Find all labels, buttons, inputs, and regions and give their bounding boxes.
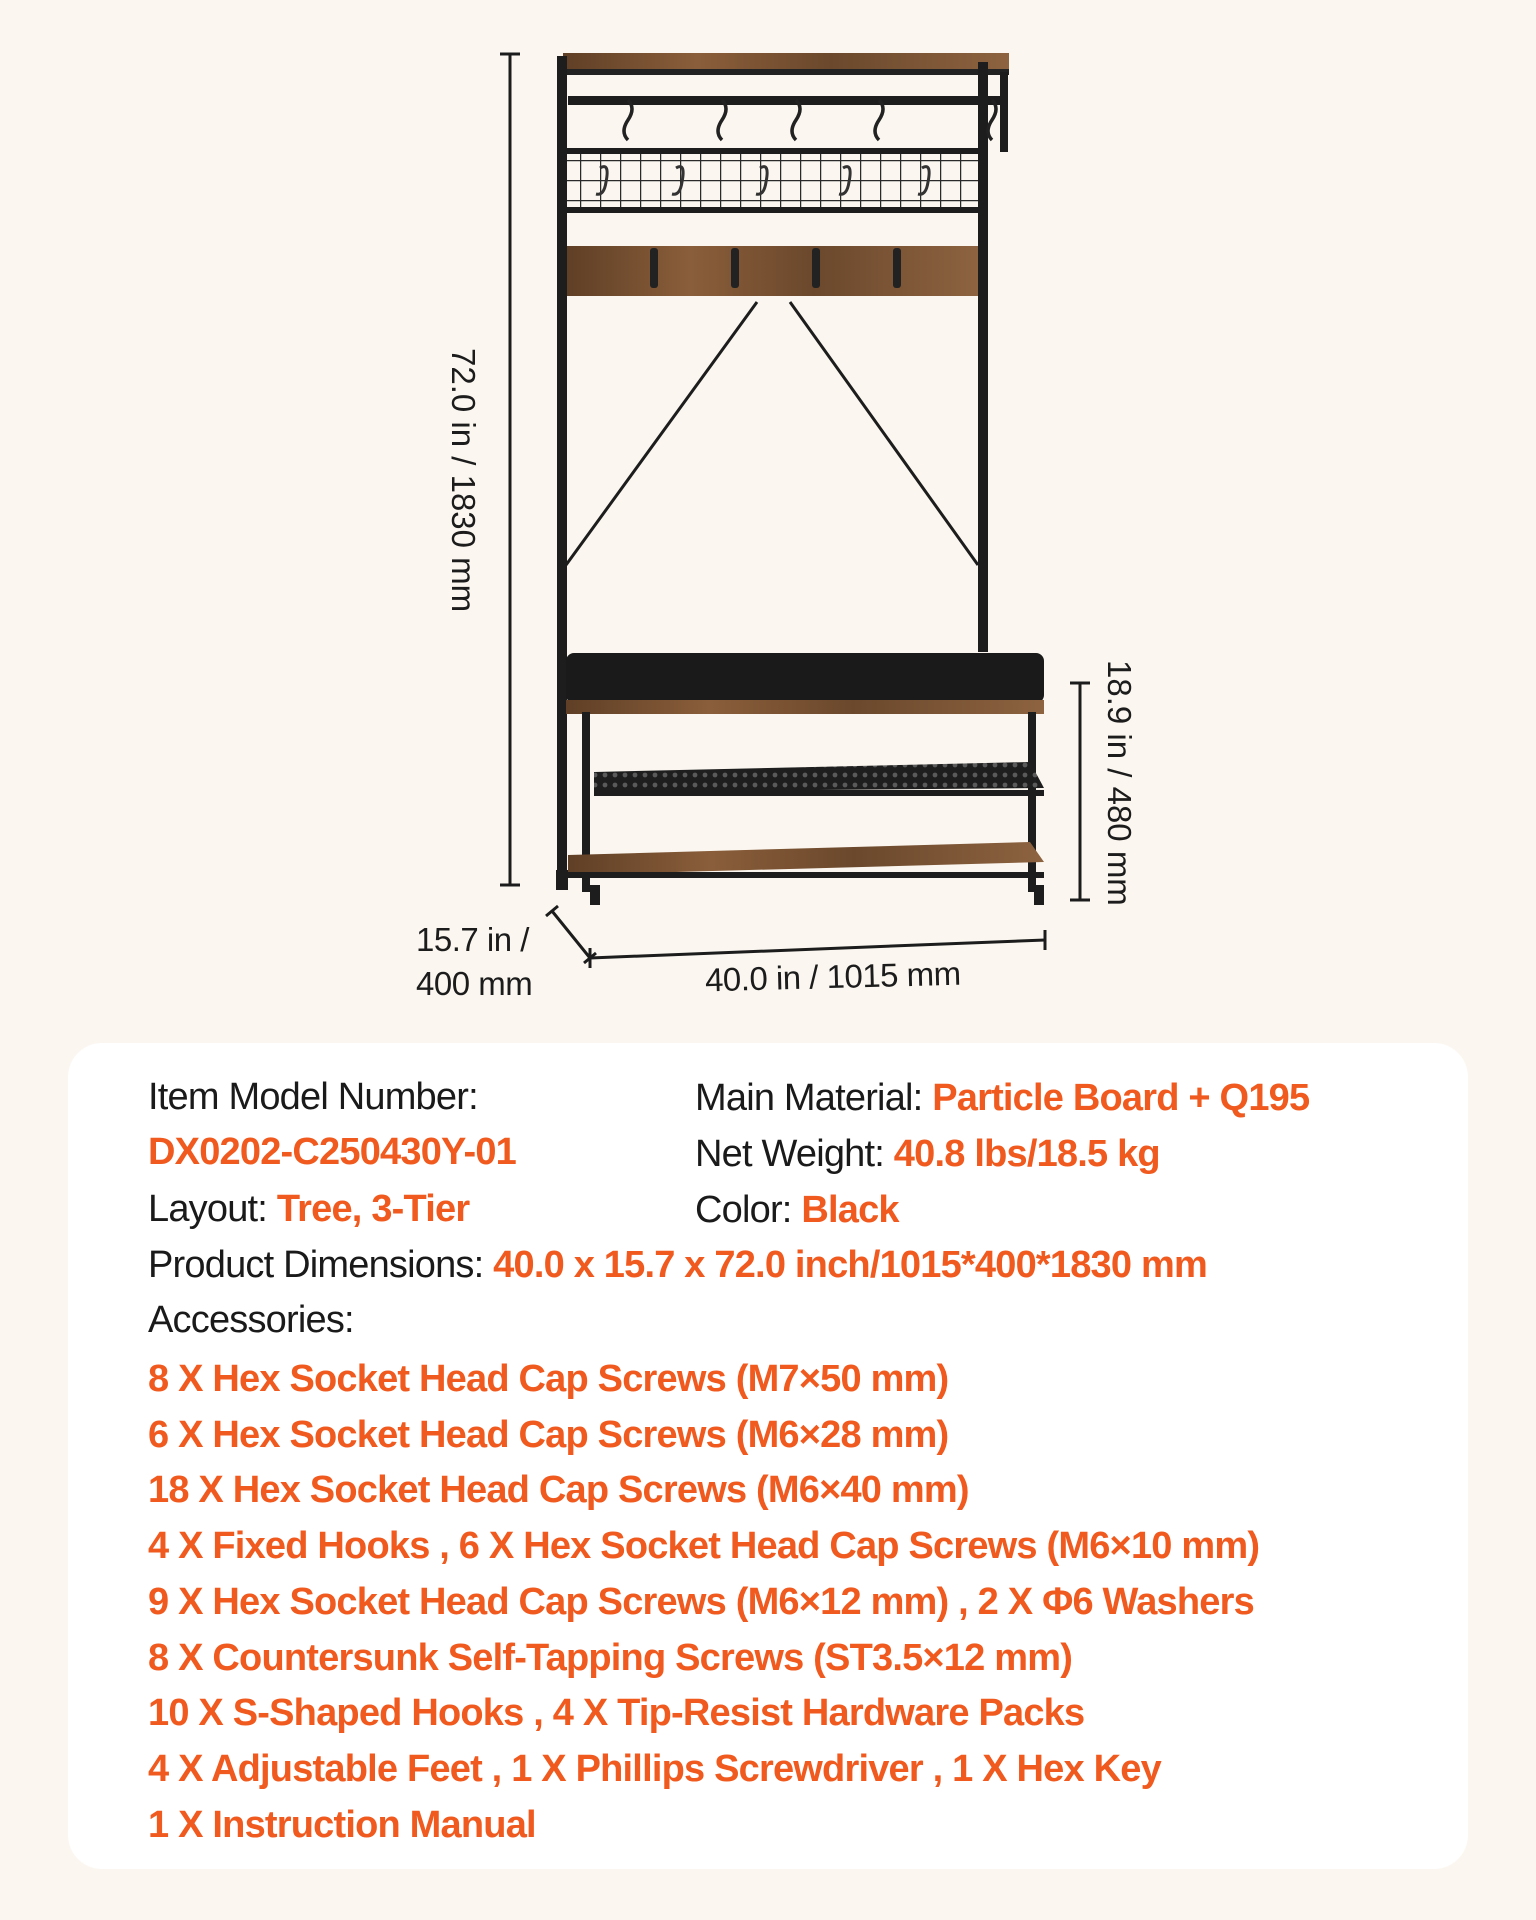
grid-panel [565, 148, 980, 213]
color-label: Color: [695, 1189, 792, 1231]
accessory-item: 4 X Adjustable Feet , 1 X Phillips Screwdriver , 1 X Hex Key [148, 1747, 1161, 1790]
bench-height-dimension-line [1070, 683, 1090, 900]
accessory-item: 4 X Fixed Hooks , 6 X Hex Socket Head Cap Screws (M6×10 mm) [148, 1525, 1260, 1568]
depth-dimension-label [416, 918, 556, 1006]
model-number-label: Item Model Number: [148, 1076, 478, 1118]
layout-value: Tree, 3-Tier [276, 1188, 470, 1230]
bench-height-dimension-label-wrap [1098, 660, 1138, 920]
top-shelf [563, 53, 1009, 75]
accessories-list [148, 1352, 1259, 1853]
s-hooks [624, 100, 996, 140]
bench-cushion [566, 653, 1044, 714]
model-number-value: DX0202-C250430Y-01 [148, 1131, 516, 1173]
color-value: Black [801, 1189, 899, 1231]
material-label: Main Material: [695, 1077, 923, 1119]
hanging-rod [568, 96, 1000, 105]
layout-row [148, 1187, 469, 1231]
accessory-item: 1 X Instruction Manual [148, 1803, 536, 1846]
bench-height-dimension-label: 18.9 in / 480 mm [1101, 660, 1138, 906]
accessory-item: 18 X Hex Socket Head Cap Screws (M6×40 mm) [148, 1469, 969, 1512]
cross-braces [566, 302, 978, 565]
width-dimension-label: 40.0 in / 1015 mm [704, 954, 962, 999]
accessory-item: 10 X S-Shaped Hooks , 4 X Tip-Resist Hardware Packs [148, 1692, 1085, 1735]
hook-board [567, 246, 978, 296]
dimensions-row [148, 1243, 1207, 1287]
accessory-item: 8 X Countersunk Self-Tapping Screws (ST3.5×12 mm) [148, 1636, 1073, 1679]
accessory-item: 9 X Hex Socket Head Cap Screws (M6×12 mm) , 2 X Φ6 Washers [148, 1580, 1254, 1623]
layout-label: Layout: [148, 1188, 268, 1230]
accessory-item: 8 X Hex Socket Head Cap Screws (M7×50 mm) [148, 1358, 949, 1400]
depth-line-2: 400 mm [416, 965, 533, 1002]
material-row [695, 1076, 1309, 1120]
material-value: Particle Board + Q195 [932, 1077, 1310, 1119]
dimensions-value: 40.0 x 15.7 x 72.0 inch/1015*400*1830 mm [493, 1244, 1207, 1286]
height-dimension-label: 72.0 in / 1830 mm [445, 348, 482, 613]
depth-line-1: 15.7 in / [416, 921, 529, 958]
dimensions-label: Product Dimensions: [148, 1244, 484, 1286]
color-row [695, 1188, 899, 1232]
height-dimension-label-wrap [442, 348, 482, 638]
height-dimension-line [500, 54, 520, 885]
accessories-label: Accessories: [148, 1299, 354, 1341]
mesh-shelf [594, 762, 1044, 796]
bottom-shelf [568, 842, 1044, 878]
weight-value: 40.8 lbs/18.5 kg [893, 1133, 1160, 1175]
weight-row [695, 1132, 1160, 1176]
accessory-item: 6 X Hex Socket Head Cap Screws (M6×28 mm) [148, 1413, 949, 1456]
weight-label: Net Weight: [695, 1133, 885, 1175]
